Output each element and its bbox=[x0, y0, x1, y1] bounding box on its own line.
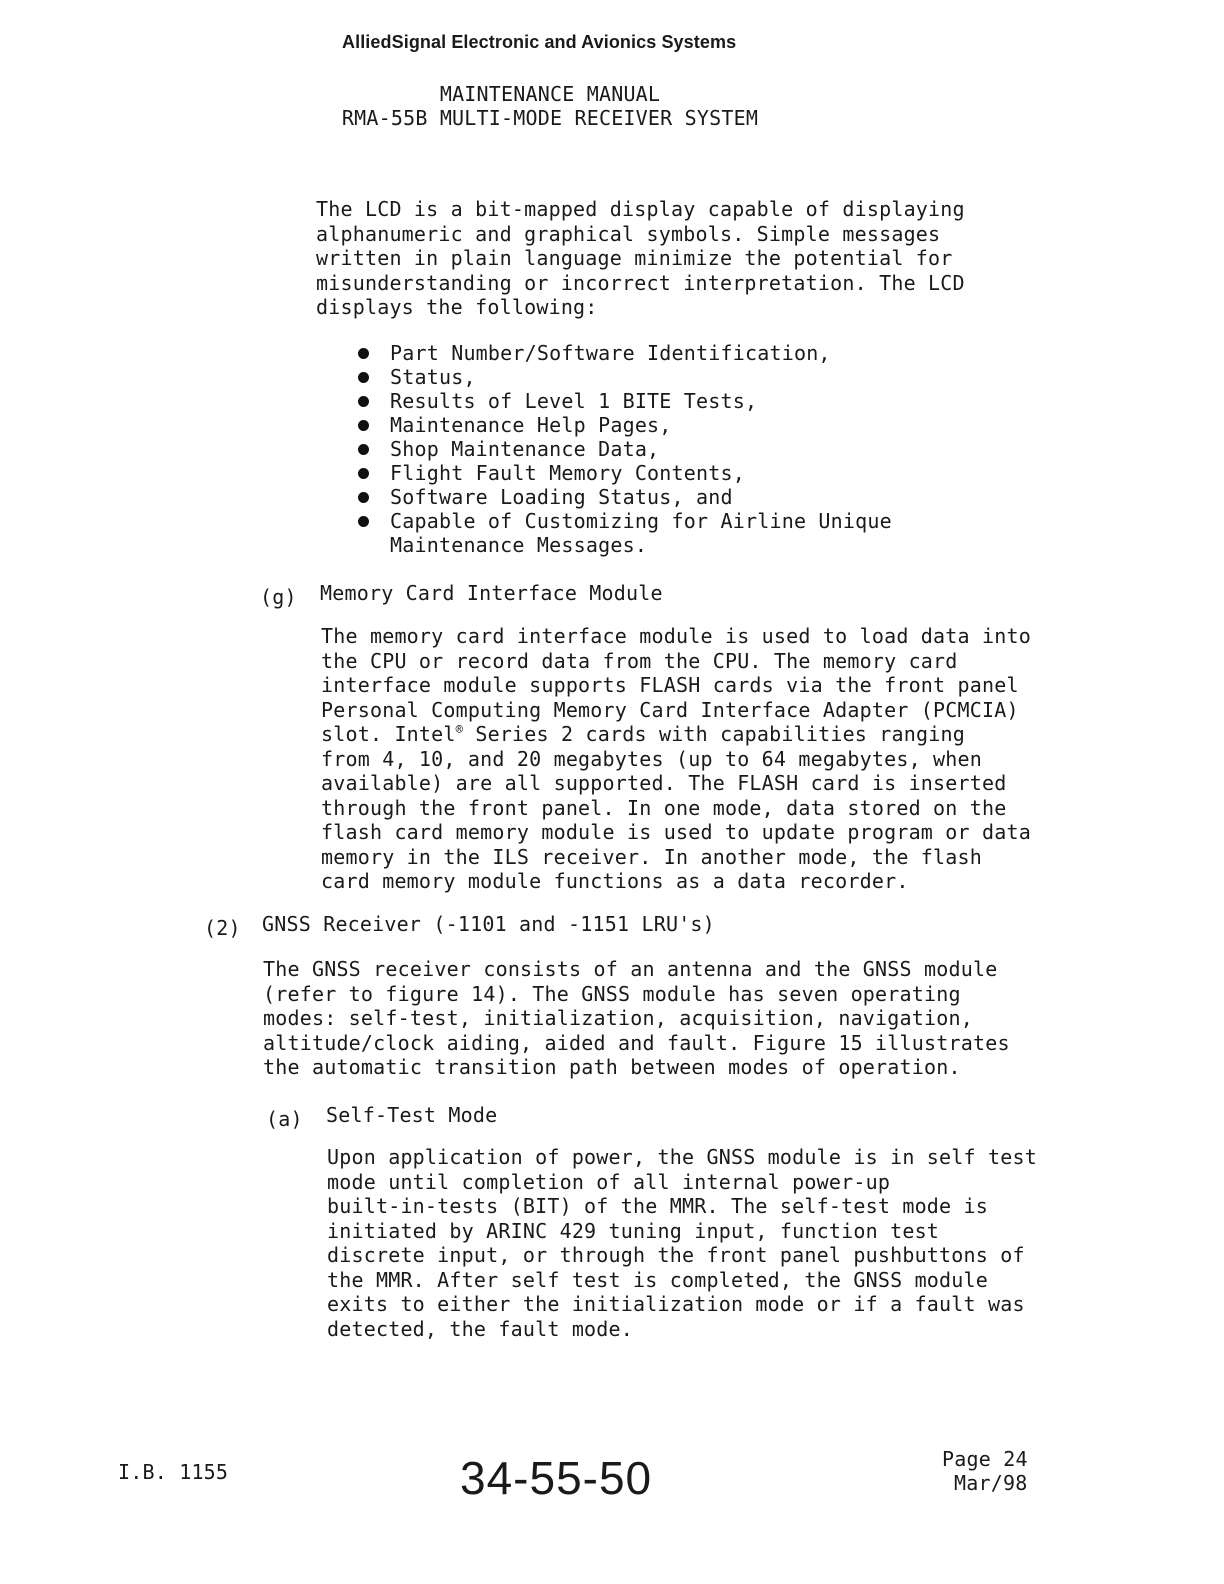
gnss-receiver-heading: GNSS Receiver (-1101 and -1151 LRU's) bbox=[262, 912, 715, 936]
company-name: AlliedSignal Electronic and Avionics Systems bbox=[342, 32, 737, 52]
paragraph-line: written in plain language minimize the potential for bbox=[316, 246, 953, 270]
list-item: Status, bbox=[356, 365, 892, 389]
paragraph-line: modes: self-test, initialization, acquisition, navigation, bbox=[263, 1006, 973, 1030]
paragraph-line: through the front panel. In one mode, data stored on the bbox=[321, 795, 1007, 820]
paragraph-line: discrete input, or through the front panel pushbuttons of bbox=[327, 1243, 1025, 1267]
paragraph-line: card memory module functions as a data recorder. bbox=[321, 869, 909, 893]
paragraph-line: initiated by ARINC 429 tuning input, function test bbox=[327, 1218, 940, 1243]
paragraph-line: alphanumeric and graphical symbols. Simple messages bbox=[316, 221, 941, 246]
lcd-description-paragraph bbox=[316, 197, 996, 320]
paragraph-line: The memory card interface module is used to load data into bbox=[321, 624, 1031, 648]
document-number: I.B. 1155 bbox=[118, 1460, 229, 1484]
system-title: RMA-55B MULTI-MODE RECEIVER SYSTEM bbox=[341, 106, 759, 130]
paragraph-line: from 4, 10, and 20 megabytes (up to 64 megabytes, when bbox=[321, 746, 983, 771]
paragraph-line: (refer to figure 14). The GNSS module has seven operating bbox=[263, 981, 961, 1006]
manual-header bbox=[300, 82, 800, 130]
paragraph-line: built-in-tests (BIT) of the MMR. The self-test mode is bbox=[327, 1194, 989, 1218]
paragraph-line bbox=[321, 722, 1031, 747]
list-item: Maintenance Help Pages, bbox=[356, 413, 892, 437]
registered-mark: ® bbox=[455, 722, 464, 737]
paragraph-line: memory in the ILS receiver. In another mode, the flash bbox=[321, 844, 983, 869]
self-test-heading: Self-Test Mode bbox=[326, 1103, 498, 1127]
paragraph-line: available) are all supported. The FLASH card is inserted bbox=[321, 771, 1007, 795]
continuation-text: Maintenance Messages. bbox=[390, 533, 648, 557]
paragraph-line: Upon application of power, the GNSS module is in self test bbox=[327, 1145, 1037, 1169]
paragraph-line: flash card memory module is used to update program or data bbox=[321, 820, 1031, 844]
memory-card-paragraph bbox=[321, 624, 1031, 894]
paragraph-line: the MMR. After self test is completed, the GNSS module bbox=[327, 1267, 989, 1292]
list-item: Software Loading Status, and bbox=[356, 485, 892, 509]
paragraph-line: altitude/clock aiding, aided and fault. Figure 15 illustrates bbox=[263, 1030, 1010, 1055]
paragraph-line: interface module supports FLASH cards via the front panel bbox=[321, 673, 1019, 697]
page-info bbox=[942, 1447, 1028, 1495]
paragraph-line: displays the following: bbox=[316, 295, 598, 319]
paragraph-line: mode until completion of all internal power-up bbox=[327, 1169, 891, 1194]
list-item: Part Number/Software Identification, bbox=[356, 341, 892, 365]
section-number-a: (a) bbox=[266, 1107, 303, 1131]
section-number-g: (g) bbox=[260, 585, 297, 609]
paragraph-line: detected, the fault mode. bbox=[327, 1316, 634, 1341]
memory-card-heading: Memory Card Interface Module bbox=[320, 581, 663, 605]
section-number-2: (2) bbox=[204, 916, 241, 940]
revision-date: Mar/98 bbox=[954, 1471, 1028, 1495]
paragraph-line: Personal Computing Memory Card Interface Adapter (PCMCIA) bbox=[321, 697, 1019, 722]
list-item-continuation bbox=[356, 533, 892, 557]
paragraph-line: misunderstanding or incorrect interpretation. The LCD bbox=[316, 270, 965, 295]
paragraph-line: the automatic transition path between modes of operation. bbox=[263, 1055, 961, 1079]
list-item: Capable of Customizing for Airline Unique bbox=[356, 509, 892, 533]
page-number: Page 24 bbox=[942, 1447, 1028, 1471]
list-item: Results of Level 1 BITE Tests, bbox=[356, 389, 892, 413]
list-item: Flight Fault Memory Contents, bbox=[356, 461, 892, 485]
paragraph-line: The GNSS receiver consists of an antenna and the GNSS module bbox=[263, 957, 998, 981]
line-start: slot. Intel bbox=[321, 722, 456, 746]
manual-title: MAINTENANCE MANUAL bbox=[439, 82, 661, 106]
gnss-receiver-paragraph bbox=[263, 957, 1023, 1080]
lcd-display-list bbox=[356, 341, 892, 557]
paragraph-line: exits to either the initialization mode or if a fault was bbox=[327, 1292, 1025, 1316]
ata-section-number: 34-55-50 bbox=[460, 1452, 653, 1504]
line-rest: Series 2 cards with capabilities ranging bbox=[463, 722, 965, 746]
paragraph-line: The LCD is a bit-mapped display capable of displaying bbox=[316, 197, 965, 221]
paragraph-line: the CPU or record data from the CPU. The memory card bbox=[321, 648, 958, 673]
list-item: Shop Maintenance Data, bbox=[356, 437, 892, 461]
self-test-paragraph bbox=[327, 1145, 1047, 1341]
